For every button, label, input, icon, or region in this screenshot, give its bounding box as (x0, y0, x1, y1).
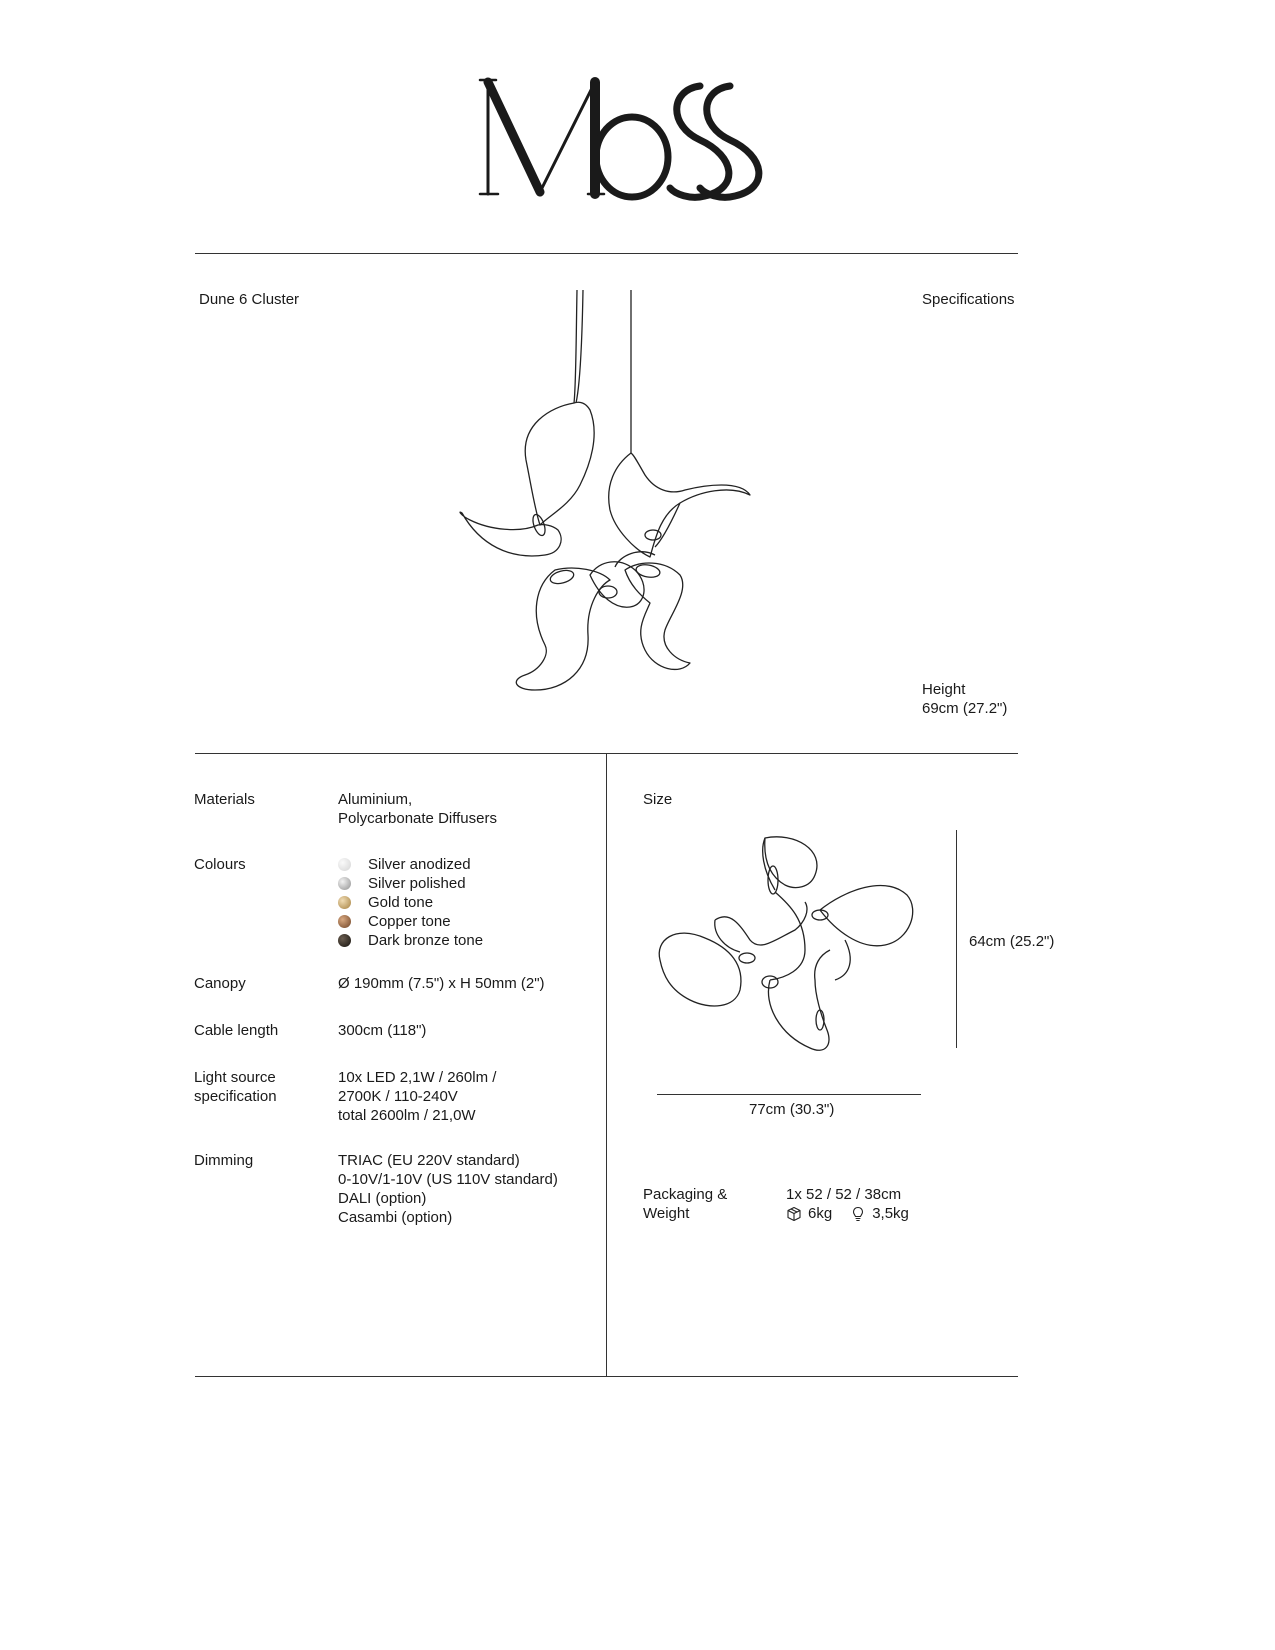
light-source-label-line: Light source (194, 1069, 276, 1086)
moss-logo (400, 70, 875, 220)
colour-name: Dark bronze tone (368, 932, 484, 949)
colour-swatch (338, 934, 351, 947)
column-divider (606, 753, 607, 1376)
colours-list (338, 855, 483, 950)
size-drawing (655, 830, 920, 1052)
packaging-label-line: Packaging & (643, 1186, 728, 1203)
colour-name: Gold tone (368, 894, 434, 911)
section-label: Specifications (922, 291, 1015, 308)
colour-option (338, 912, 483, 931)
light-source-line: 2700K / 110-240V (338, 1088, 458, 1105)
lightbulb-icon (850, 1206, 866, 1222)
box-icon (786, 1206, 802, 1222)
materials-line: Aluminium, (338, 791, 413, 808)
dimming-line: DALI (option) (338, 1190, 427, 1207)
dimming-label: Dimming (194, 1152, 254, 1169)
packaging-label (643, 1185, 727, 1223)
size-label: Size (643, 791, 673, 808)
product-name: Dune 6 Cluster (199, 291, 300, 308)
colour-swatch (338, 915, 351, 928)
dimming-line: 0-10V/1-10V (US 110V standard) (338, 1171, 558, 1188)
cable-length-value: 300cm (118") (338, 1022, 427, 1039)
size-illustration (655, 830, 920, 1052)
product-illustration (440, 285, 770, 705)
size-height-dim: 64cm (25.2") (969, 933, 1055, 950)
materials-value (338, 790, 497, 828)
lamp-weight: 3,5kg (872, 1205, 909, 1222)
canopy-value: Ø 190mm (7.5") x H 50mm (2") (338, 975, 545, 992)
colour-swatch (338, 896, 351, 909)
colour-name: Copper tone (368, 913, 451, 930)
light-source-line: total 2600lm / 21,0W (338, 1107, 476, 1124)
colour-option (338, 931, 483, 950)
colour-option (338, 893, 483, 912)
colour-name: Silver polished (368, 875, 466, 892)
colour-name: Silver anodized (368, 856, 471, 873)
packaging-value (786, 1185, 909, 1223)
size-width-dim: 77cm (30.3") (749, 1101, 835, 1118)
light-source-label (194, 1068, 277, 1106)
size-width-line (657, 1094, 921, 1095)
colour-swatch (338, 858, 351, 871)
canopy-label: Canopy (194, 975, 246, 992)
colour-swatch (338, 877, 351, 890)
packaging-label-line: Weight (643, 1205, 690, 1222)
colours-label: Colours (194, 856, 246, 873)
dimming-line: TRIAC (EU 220V standard) (338, 1152, 520, 1169)
light-source-line: 10x LED 2,1W / 260lm / (338, 1069, 497, 1086)
box-weight: 6kg (808, 1205, 833, 1222)
height-value: 69cm (27.2") (922, 700, 1008, 717)
light-source-value (338, 1068, 496, 1125)
colour-option (338, 855, 483, 874)
packaging-dimensions: 1x 52 / 52 / 38cm (786, 1186, 902, 1203)
product-drawing (440, 285, 770, 705)
materials-line: Polycarbonate Diffusers (338, 810, 497, 827)
materials-label: Materials (194, 791, 255, 808)
cable-length-label: Cable length (194, 1022, 279, 1039)
bottom-divider (195, 1376, 1018, 1377)
dimming-value (338, 1151, 558, 1227)
moss-logo-mark (400, 70, 875, 220)
top-divider (195, 253, 1018, 254)
dimming-line: Casambi (option) (338, 1209, 453, 1226)
size-height-line (956, 830, 957, 1048)
hero-height (922, 680, 1007, 718)
packaging-weights (786, 1204, 909, 1223)
colour-option (338, 874, 483, 893)
light-source-label-line: specification (194, 1088, 277, 1105)
height-label: Height (922, 681, 966, 698)
